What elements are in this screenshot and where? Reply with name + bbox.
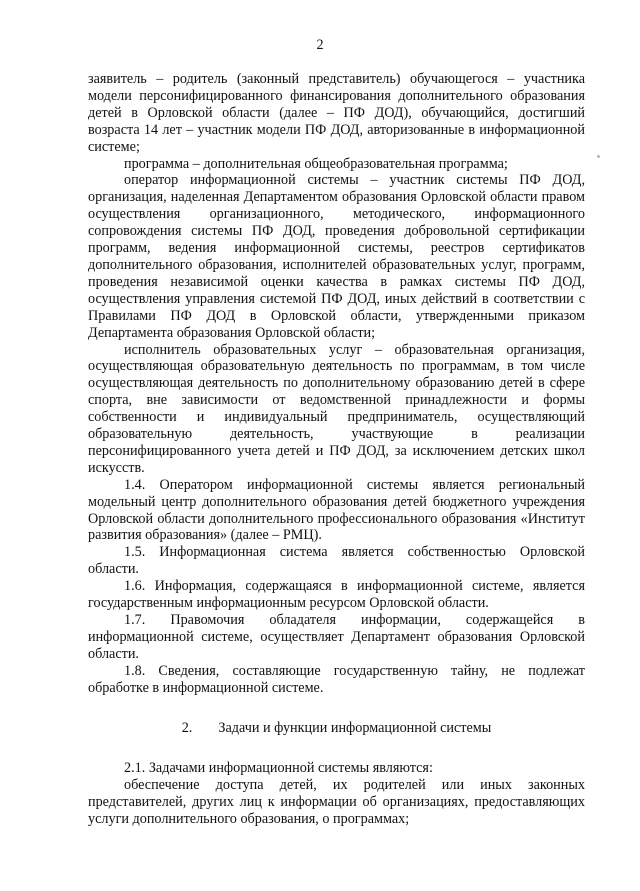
- paragraph-operator-definition: оператор информационной системы – участник системы ПФ ДОД, организация, наделенная Департаментом образования Орловской области правом осуществления организационного, методического, информационного сопровождения системы ПФ ДОД, проведения добровольной сертификации программ, ведения информационной системы, реестров сертификатов дополнительного образования, исполнителей образовательных услуг, программ, проведения независимой оценки качества в рамках системы ПФ ДОД, осуществления управления системой ПФ ДОД, иных действий в соответствии с Правилами ПФ ДОД в Орловской области, утвержденными приказом Департамента образования Орловской области;: [88, 172, 585, 341]
- paragraph-provider-definition: исполнитель образовательных услуг – образовательная организация, осуществляющая образовательную деятельность по программам, в том числе осуществляющая деятельность по дополнительному образованию детей в сфере спорта, вне зависимости от ведомственной принадлежности и формы собственности и индивидуальный предприниматель, осуществляющий образовательную деятельность, участвующие в реализации персонифицированного учета детей и ПФ ДОД, за исключением детских школ искусств.: [88, 341, 585, 476]
- scan-speck: [597, 155, 600, 158]
- page-number: 2: [316, 37, 324, 53]
- paragraph-1-7: 1.7. Правомочия обладателя информации, содержащейся в информационной системе, осуществляет Департамент образования Орловской области.: [88, 612, 585, 662]
- paragraph-1-8: 1.8. Сведения, составляющие государственную тайну, не подлежат обработке в информационной системе.: [88, 662, 585, 696]
- paragraph-1-6: 1.6. Информация, содержащаяся в информационной системе, является государственным информационным ресурсом Орловской области.: [88, 578, 585, 612]
- paragraph-access-task: обеспечение доступа детей, их родителей или иных законных представителей, других лиц к информации об организациях, предоставляющих услуги дополнительного образования, о программах;: [88, 777, 585, 828]
- document-body: [88, 71, 585, 828]
- paragraph-1-4: 1.4. Оператором информационной системы является региональный модельный центр дополнительного образования детей бюджетного учреждения Орловской области дополнительного профессионального образования «Институт развития образования» (далее – РМЦ).: [88, 476, 585, 544]
- section-number: 2.: [181, 719, 193, 736]
- paragraph-applicant-definition: заявитель – родитель (законный представитель) обучающегося – участника модели персонифицированного финансирования дополнительного образования детей в Орловской области (далее – ПФ ДОД), обучающийся, достигший возраста 14 лет – участник модели ПФ ДОД, авторизованные в информационной системе;: [88, 71, 585, 155]
- section-heading: [88, 720, 585, 737]
- paragraph-program-definition: программа – дополнительная общеобразовательная программа;: [124, 155, 508, 172]
- paragraph-1-5: 1.5. Информационная система является собственностью Орловской области.: [88, 544, 585, 578]
- section-title: Задачи и функции информационной системы: [218, 719, 492, 736]
- paragraph-2-1: 2.1. Задачами информационной системы являются:: [124, 760, 433, 777]
